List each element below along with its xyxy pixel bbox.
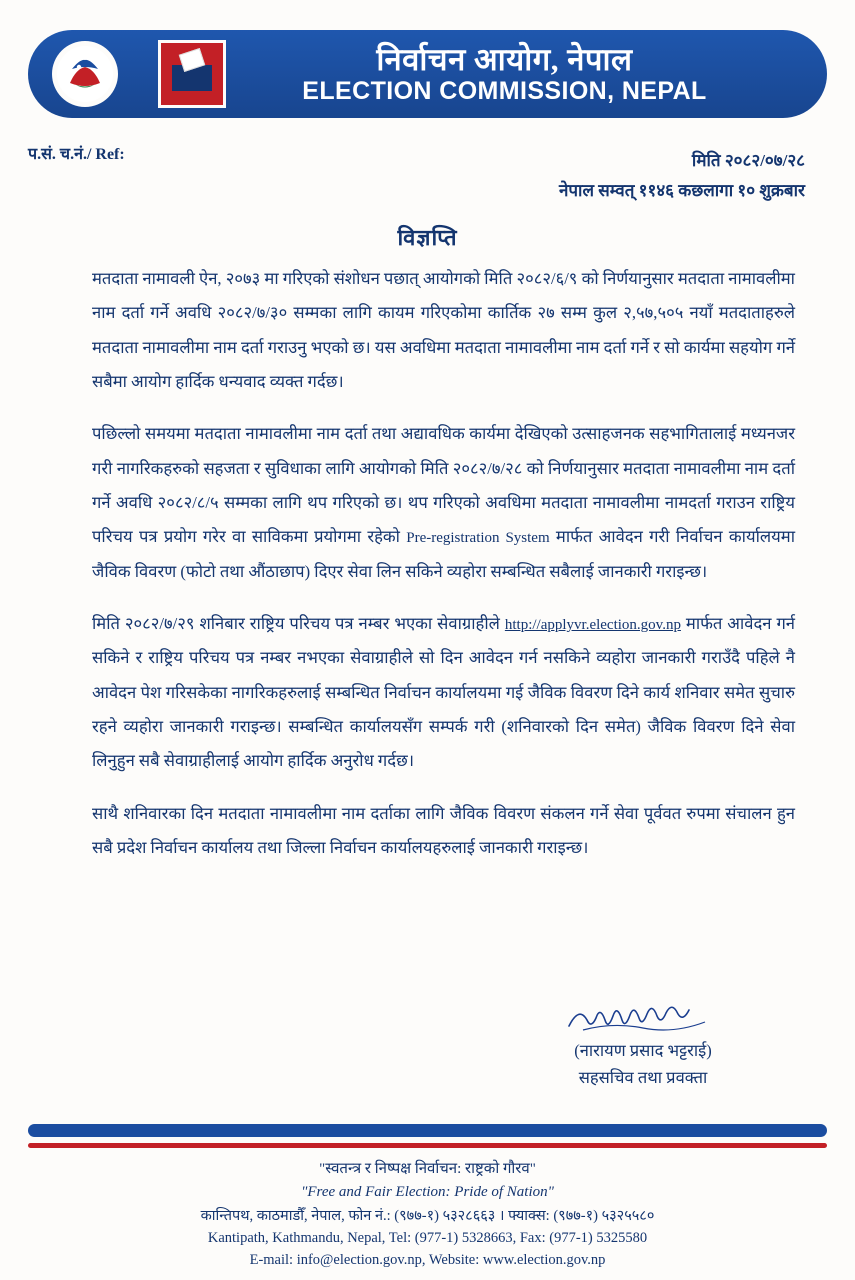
organization-title xyxy=(226,41,803,106)
voter-registration-url[interactable]: http://applyvr.election.gov.np xyxy=(504,617,681,634)
footer-divider-red xyxy=(28,1143,827,1148)
signatory-role: सहसचिव तथा प्रवक्ता xyxy=(578,1068,708,1087)
footer-divider-blue xyxy=(28,1124,827,1137)
footer-contact: E-mail: info@election.gov.np, Website: www.election.gov.np xyxy=(249,1252,606,1269)
paragraph-4: साथै शनिवारका दिन मतदाता नामावलीमा नाम दर्ताका लागि जैविक विवरण संकलन गर्ने सेवा पूर्ववत रुपमा संचालन हुन सबै प्रदेश निर्वाचन कार्यालय तथा जिल्ला निर्वाचन कार्यालयहरुलाई जानकारी गराइन्छ। xyxy=(92,803,795,858)
signature-block xyxy=(493,1000,793,1088)
footer-slogan-np: "स्वतन्त्र र निष्पक्ष निर्वाचन: राष्ट्रको गौरव" xyxy=(319,1161,536,1177)
paragraph-2: पछिल्लो समयमा मतदाता नामावलीमा नाम दर्ता तथा अद्यावधिक कार्यमा देखिएको उत्साहजनक सहभागितालाई मध्यनजर गरी नागरिकहरुको सहजता र सुविधाका लागि आयोगको मिति २०८२/७/२८ को निर्णयानुसार मतदाता नामावलीमा नाम दर्ता गर्ने अवधि २०८२/८/५ सम्मका लागि थप गरिएको छ। थप गरिएको अवधिमा मतदाता नामावलीमा नामदर्ता गराउन राष्ट्रिय परिचय पत्र प्रयोग गरेर वा साविकमा प्रयोगमा रहेको Pre-registration System मार्फत आवेदन गरी निर्वाचन कार्यालयमा जैविक विवरण (फोटो तथा औंठाछाप) दिएर सेवा लिन सकिने व्यहोरा सम्बन्धित सबैलाई जानकारी गराइन्छ। xyxy=(92,424,795,581)
ballot-box-icon xyxy=(158,40,226,108)
pre-registration-system-name: Pre-registration System xyxy=(406,530,550,547)
organization-title-en: ELECTION COMMISSION, NEPAL xyxy=(302,77,707,106)
document-body xyxy=(92,262,795,884)
nepal-emblem-icon xyxy=(52,41,118,107)
footer-address-en: Kantipath, Kathmandu, Nepal, Tel: (977-1) 5328663, Fax: (977-1) 5325580 xyxy=(207,1229,648,1246)
reference-label: प.सं. च.नं./ Ref: xyxy=(28,146,125,163)
date-nepal-sambat: नेपाल सम्वत् ११४६ कछलागा १० शुक्रबार xyxy=(558,180,805,200)
footer-block xyxy=(0,1158,855,1272)
letterhead-header xyxy=(28,30,827,118)
paragraph-3: मिति २०८२/७/२९ शनिबार राष्ट्रिय परिचय पत्र नम्बर भएका सेवाग्राहीले http://applyvr.election.gov.np मार्फत आवेदन गर्न सकिने र राष्ट्रिय परिचय पत्र नम्बर नभएका सेवाग्राहीले सो दिन आवेदन गर्न नसकिने व्यहोरा जानकारी गराउँदै पहिले नै आवेदन पेश गरिसकेका नागरिकहरुलाई सम्बन्धित निर्वाचन कार्यालयमा गई जैविक विवरण दिने कार्य शनिवार समेत सुचारु रहने व्यहोरा जानकारी गराइन्छ। सम्बन्धित कार्यालयसँग सम्पर्क गरी (शनिवारको दिन समेत) जैविक विवरण दिने सेवा लिनुहुन सबै सेवाग्राहीलाई आयोग हार्दिक अनुरोध गर्दछ। xyxy=(92,614,795,771)
handwritten-signature xyxy=(493,1000,793,1034)
page-title: विज्ञप्ति xyxy=(397,225,458,250)
date-block xyxy=(559,146,805,206)
footer-address-np: कान्तिपथ, काठमाडौँ, नेपाल, फोन नं.: (९७७-१) ५३२८६६३ । फ्याक्स: (९७७-१) ५३२५५८० xyxy=(200,1207,655,1224)
date-nepali: मिति २०८२/०७/२८ xyxy=(691,151,805,170)
organization-title-np: निर्वाचन आयोग, नेपाल xyxy=(376,41,633,77)
footer-slogan-en: "Free and Fair Election: Pride of Nation" xyxy=(301,1184,554,1201)
signatory-name: (नारायण प्रसाद भट्टराई) xyxy=(574,1041,712,1060)
paragraph-1: मतदाता नामावली ऐन, २०७३ मा गरिएको संशोधन पछात् आयोगको मिति २०८२/६/९ को निर्णयानुसार मतदाता नामावलीमा नाम दर्ता गर्ने अवधि २०८२/७/३० सम्मका लागि कायम गरिएकोमा कार्तिक २७ सम्म कुल २,५७,५०५ नयाँ मतदाताहरुले मतदाता नामावलीमा नाम दर्ता गराउनु भएको छ। यस अवधिमा मतदाता नामावलीमा नाम दर्ता गर्ने र सो कार्यमा सहयोग गर्ने सबैमा आयोग हार्दिक धन्यवाद व्यक्त गर्दछ। xyxy=(92,269,795,392)
